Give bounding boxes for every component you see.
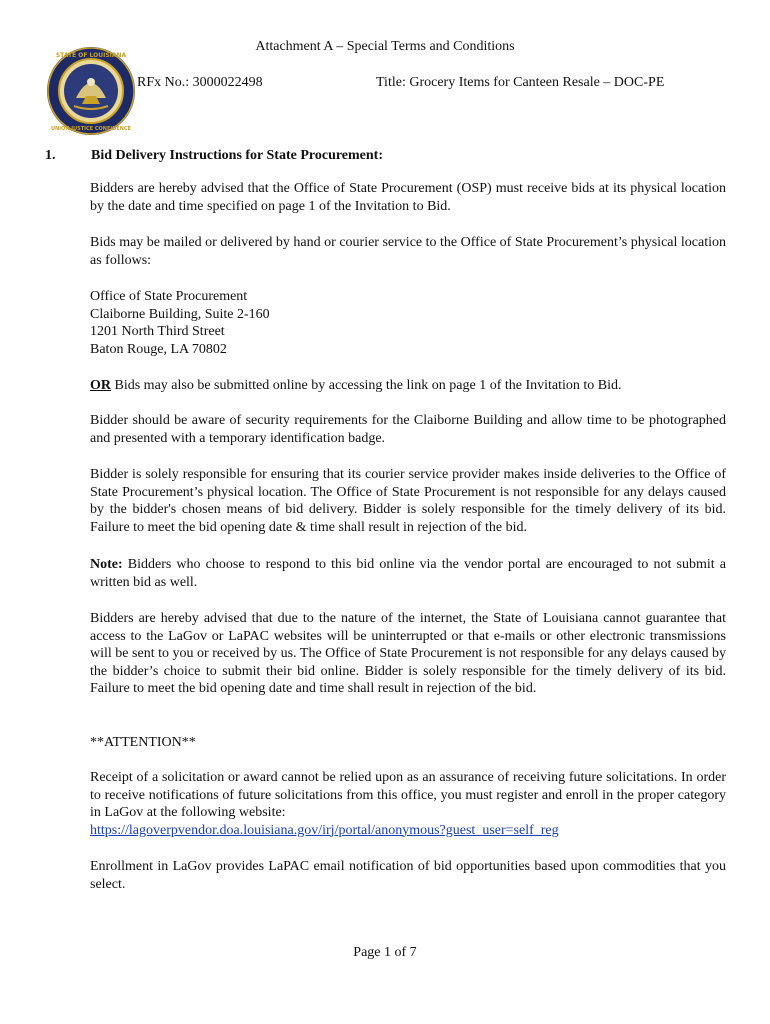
paragraph-courier: Bidder is solely responsible for ensuring that its courier service provider makes inside deliveries to the Office of State Procurement’s physical location. The Office of State Procurement is not responsible for any delays caused by the bidder's chosen means of bid delivery. Bidder is solely responsible for the timely delivery of its bid. Failure to meet the bid opening date & time shall result in rejection of the bid. bbox=[90, 467, 726, 535]
note-text: Bidders who choose to respond to this bid online via the vendor portal are encouraged to not submit a written bid as well. bbox=[90, 557, 726, 590]
paragraph-osp-receipt: Bidders are hereby advised that the Office of State Procurement (OSP) must receive bids at its physical location by the date and time specified on page 1 of the Invitation to Bid. bbox=[90, 181, 726, 214]
or-text: Bids may also be submitted online by accessing the link on page 1 of the Invitation to Bid. bbox=[111, 378, 622, 393]
address-line: Office of State Procurement bbox=[90, 289, 248, 304]
attachment-title: Attachment A – Special Terms and Conditions bbox=[255, 39, 515, 54]
seal-text-bottom: UNION JUSTICE CONFIDENCE bbox=[50, 126, 132, 132]
paragraph-online-submission bbox=[90, 377, 726, 395]
address-line: 1201 North Third Street bbox=[90, 324, 225, 339]
bid-title: Title: Grocery Items for Canteen Resale – DOC-PE bbox=[376, 75, 665, 90]
seal-text-top: STATE OF LOUISIANA bbox=[55, 52, 127, 59]
paragraph-enrollment: Enrollment in LaGov provides LaPAC email notification of bid opportunities based upon commodities that you select. bbox=[90, 859, 726, 892]
paragraph-note bbox=[90, 556, 726, 591]
lagov-registration-link[interactable]: https://lagoverpvendor.doa.louisiana.gov/irj/portal/anonymous?guest_user=self_reg bbox=[90, 822, 559, 838]
address-line: Claiborne Building, Suite 2-160 bbox=[90, 306, 270, 322]
section-heading: Bid Delivery Instructions for State Procurement: bbox=[91, 148, 384, 163]
registration-text: Receipt of a solicitation or award cannot be relied upon as an assurance of receiving future solicitations. In order to receive notifications of future solicitations from this office, you must register and enroll in the proper category in LaGov at the following website: bbox=[90, 770, 726, 820]
attention-heading: **ATTENTION** bbox=[90, 735, 196, 750]
rfx-number: RFx No.: 3000022498 bbox=[137, 75, 263, 90]
address-line: Baton Rouge, LA 70802 bbox=[90, 341, 227, 357]
paragraph-security: Bidder should be aware of security requirements for the Claiborne Building and allow time to be photographed and presented with a temporary identification badge. bbox=[90, 413, 726, 446]
section-number: 1. bbox=[45, 148, 56, 163]
paragraph-delivery-methods: Bids may be mailed or delivered by hand or courier service to the Office of State Procurement’s physical location as follows: bbox=[90, 235, 726, 268]
note-label: Note: bbox=[90, 557, 123, 572]
paragraph-internet-disclaimer: Bidders are hereby advised that due to the nature of the internet, the State of Louisiana cannot guarantee that access to the LaGov or LaPAC websites will be uninterrupted or that e-mails or other electronic transmissions will be sent to you or received by us. The Office of State Procurement is not responsible for any delays caused by the bidder’s choice to submit their bid online. Bidder is solely responsible for the timely delivery of its bid. Failure to meet the bid opening date and time shall result in rejection of the bid. bbox=[90, 611, 726, 696]
or-label: OR bbox=[90, 378, 111, 393]
state-seal-logo bbox=[46, 46, 136, 136]
address-block bbox=[90, 288, 726, 358]
page-number: Page 1 of 7 bbox=[353, 945, 417, 960]
paragraph-registration bbox=[90, 769, 726, 839]
